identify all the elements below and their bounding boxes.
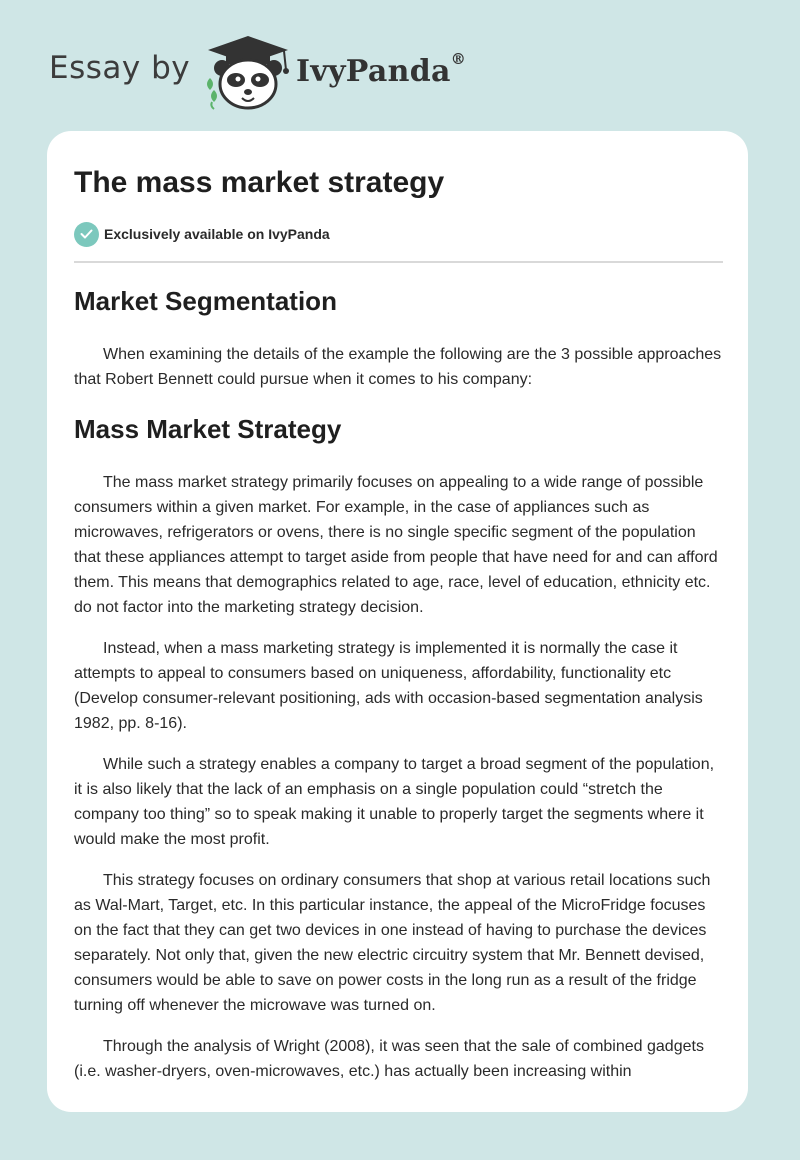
registered-mark: ® — [450, 50, 467, 68]
paragraph: Through the analysis of Wright (2008), it was seen that the sale of combined gadgets (i.e. washer-dryers, oven-microwaves, etc.) has actually been increasing within — [74, 1038, 704, 1080]
exclusive-label: Exclusively available on IvyPanda — [104, 226, 330, 242]
ivypanda-logo-icon[interactable] — [200, 34, 295, 110]
section-heading-market-segmentation: Market Segmentation — [74, 286, 337, 316]
page-title: The mass market strategy — [74, 166, 445, 199]
paragraph: When examining the details of the example the following are the 3 possible approaches that Robert Bennett could pursue when it comes to his company: — [74, 346, 722, 388]
brand-name — [296, 50, 467, 89]
paragraph: Instead, when a mass marketing strategy is implemented it is normally the case it attempts to appeal to consumers based on uniqueness, affordability, functionality etc (Develop consumer-relevant positioning, ads with occasion-based segmentation analysis 1982, pp. 8-16). — [74, 640, 703, 732]
paragraph: This strategy focuses on ordinary consumers that shop at various retail locations such as Wal-Mart, Target, etc. In this particular instance, the appeal of the MicroFridge focuses on the fact that they can get two devices in one instead of having to purchase the devices separately. Not only that, given the new electric circuitry system that Mr. Bennett devised, consumers would be able to save on power costs in the long run as a result of the fridge turning off whenever the microwave was turned on. — [74, 872, 711, 1014]
section-heading-mass-market-strategy: Mass Market Strategy — [74, 414, 342, 444]
essay-body — [74, 281, 723, 1084]
check-circle-icon — [74, 222, 99, 247]
site-header — [0, 0, 800, 130]
essay-card — [47, 131, 748, 1112]
exclusive-badge — [74, 221, 330, 247]
brand-name-text: IvyPanda — [296, 54, 451, 89]
paragraph: While such a strategy enables a company to target a broad segment of the population, it is also likely that the lack of an emphasis on a single population could “stretch the company too thing” so to speak making it unable to properly target the segments where it would make the most profit. — [74, 756, 715, 848]
title-divider — [74, 261, 723, 263]
paragraph: The mass market strategy primarily focuses on appealing to a wide range of possible consumers within a given market. For example, in the case of appliances such as microwaves, refrigerators or ovens, there is no single specific segment of the population that these appliances attempt to target aside from people that have need for and can afford them. This means that demographics related to age, race, level of education, ethnicity etc. do not factor into the marketing strategy decision. — [74, 474, 718, 616]
essay-by-label: Essay by — [49, 50, 191, 86]
